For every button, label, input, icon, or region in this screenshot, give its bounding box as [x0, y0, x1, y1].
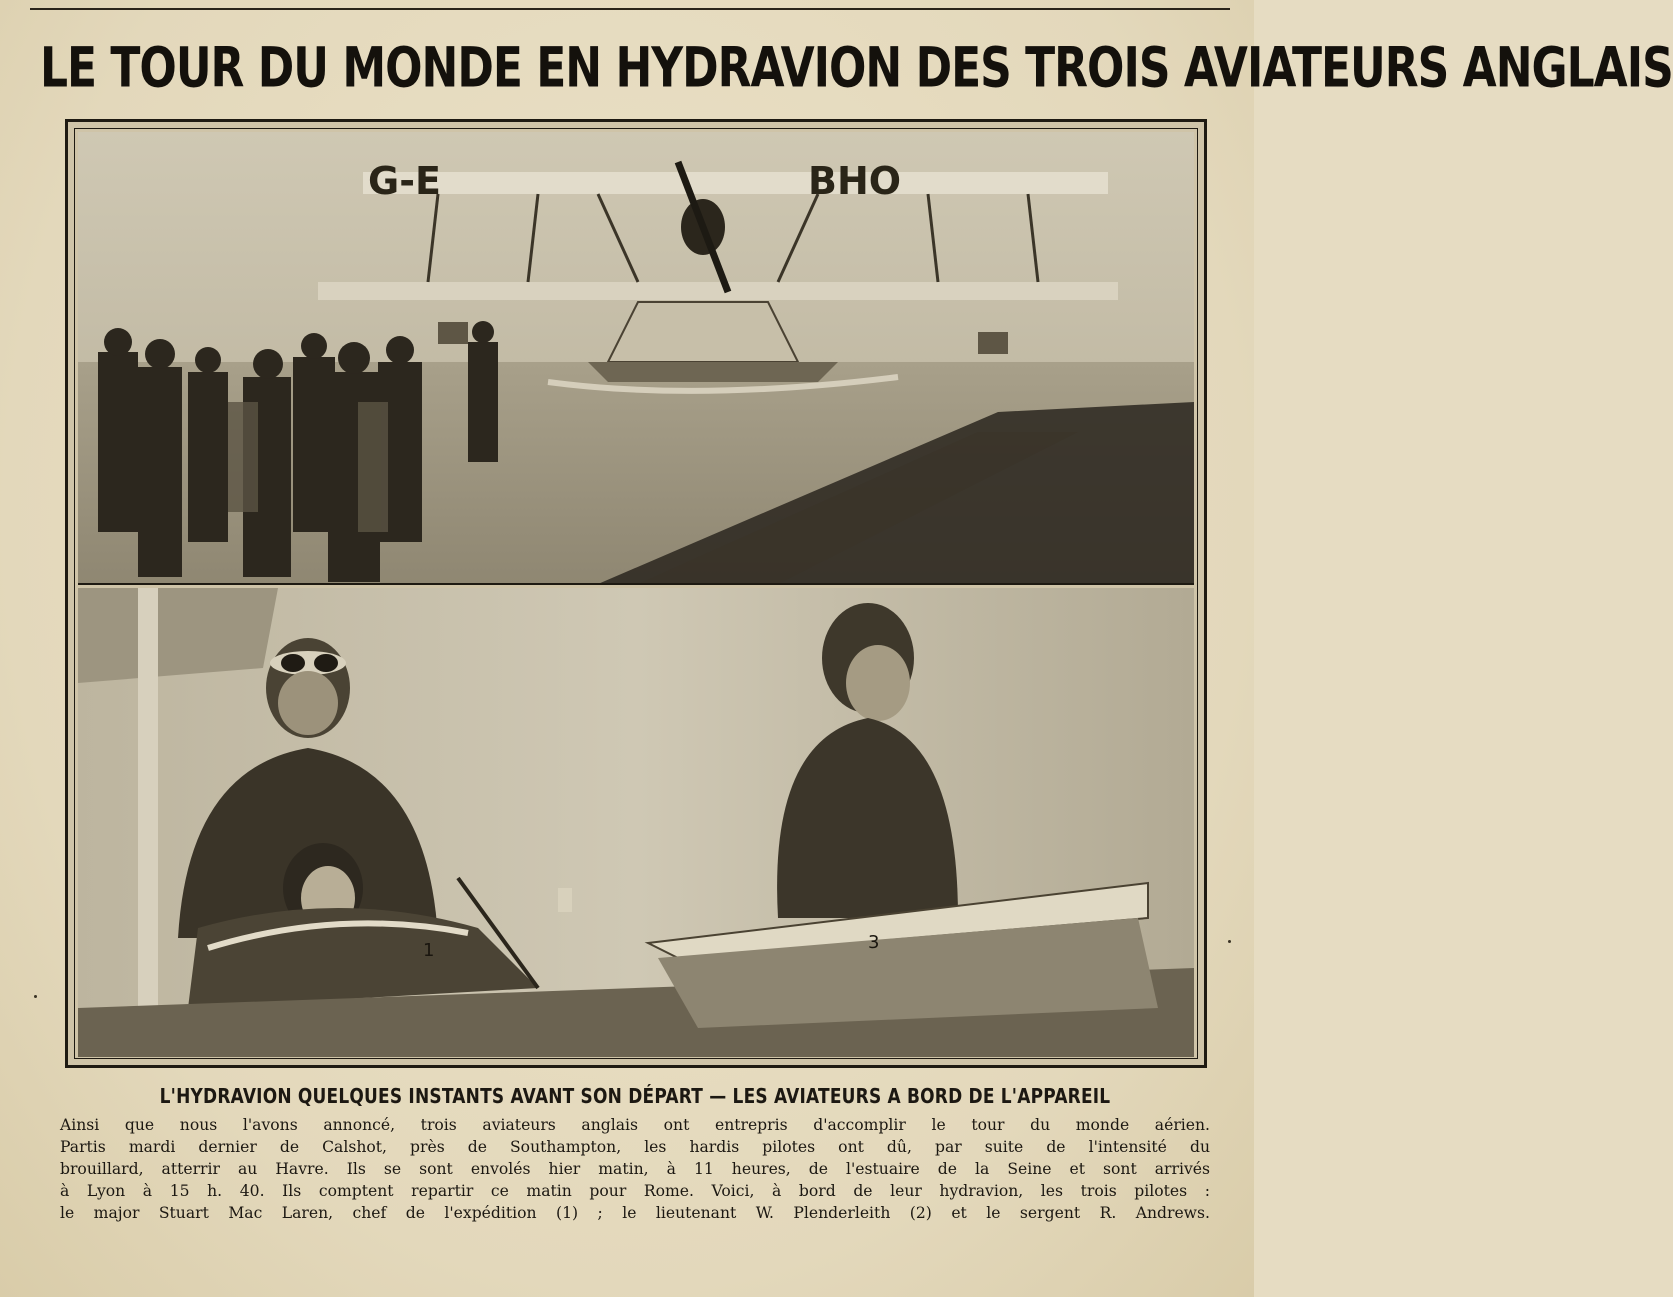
label-1: 1 — [423, 940, 435, 961]
print-speck — [34, 995, 37, 998]
photo-seaplane-drawing — [78, 132, 1194, 584]
photo-divider — [78, 583, 1194, 585]
photo-seaplane — [78, 132, 1194, 584]
top-rule — [30, 8, 1230, 10]
registration-left: G-E — [368, 159, 441, 203]
headline: LE TOUR DU MONDE EN HYDRAVION DES TROIS AVIATEURS ANGLAIS — [40, 36, 1673, 101]
article-line: à Lyon à 15 h. 40. Ils comptent repartir ce matin pour Rome. Voici, à bord de leur hydravion, les trois pilotes : — [60, 1182, 1210, 1200]
photo-aviators — [78, 588, 1194, 1057]
photo-caption: L'HYDRAVION QUELQUES INSTANTS AVANT SON DÉPART — LES AVIATEURS A BORD DE L'APPAREIL — [159, 1085, 1111, 1109]
article-body — [60, 1114, 1210, 1232]
photo-frame — [65, 119, 1207, 1068]
registration-right: BHO — [808, 159, 902, 203]
article-line: brouillard, atterrir au Havre. Ils se sont envolés hier matin, à 11 heures, de l'estuaire de la Seine et sont arrivés — [60, 1160, 1210, 1178]
photo-aviators-drawing — [78, 588, 1194, 1057]
article-line: Ainsi que nous l'avons annoncé, trois aviateurs anglais ont entrepris d'accomplir le tour du monde aérien. — [60, 1116, 1210, 1134]
article-line: Partis mardi dernier de Calshot, près de Southampton, les hardis pilotes ont dû, par suite de l'intensité du — [60, 1138, 1210, 1156]
article-line: le major Stuart Mac Laren, chef de l'expédition (1) ; le lieutenant W. Plenderleith (2) et le sergent R. Andrews. — [60, 1204, 1210, 1222]
label-3: 3 — [868, 932, 880, 953]
print-speck — [1228, 940, 1231, 943]
